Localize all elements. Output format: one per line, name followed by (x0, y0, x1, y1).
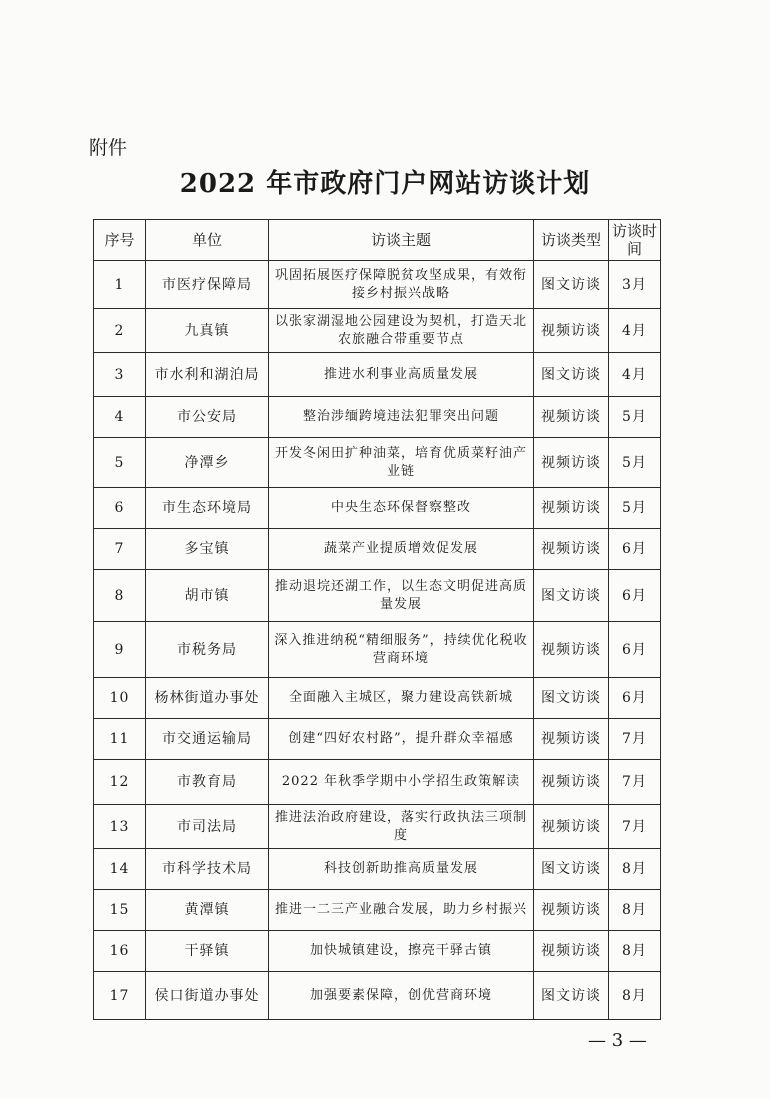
cell-unit: 杨林街道办事处 (146, 678, 269, 719)
page-number: — 3 — (588, 1030, 647, 1051)
table-row (94, 719, 661, 760)
cell-unit: 市税务局 (146, 622, 269, 678)
cell-type: 视频访谈 (534, 397, 609, 438)
table-row (94, 353, 661, 397)
cell-unit: 多宝镇 (146, 529, 269, 570)
cell-month: 8月 (609, 972, 661, 1020)
cell-unit: 胡市镇 (146, 570, 269, 622)
table-row (94, 805, 661, 849)
cell-type: 图文访谈 (534, 353, 609, 397)
table-header-row (94, 220, 661, 261)
cell-type: 视频访谈 (534, 488, 609, 529)
cell-type: 视频访谈 (534, 760, 609, 805)
cell-topic: 加强要素保障，创优营商环境 (269, 972, 534, 1020)
cell-month: 3月 (609, 261, 661, 309)
cell-type: 视频访谈 (534, 438, 609, 488)
table-row (94, 760, 661, 805)
cell-topic: 开发冬闲田扩种油菜，培育优质菜籽油产业链 (269, 438, 534, 488)
cell-month: 7月 (609, 805, 661, 849)
table-row (94, 849, 661, 890)
cell-number: 4 (94, 397, 146, 438)
cell-type: 视频访谈 (534, 719, 609, 760)
header-type: 访谈类型 (534, 220, 609, 261)
cell-unit: 侯口街道办事处 (146, 972, 269, 1020)
cell-unit: 干驿镇 (146, 931, 269, 972)
cell-unit: 市司法局 (146, 805, 269, 849)
table-row (94, 678, 661, 719)
table-row (94, 622, 661, 678)
cell-type: 图文访谈 (534, 261, 609, 309)
cell-topic: 推动退垸还湖工作，以生态文明促进高质量发展 (269, 570, 534, 622)
cell-topic: 全面融入主城区，聚力建设高铁新城 (269, 678, 534, 719)
cell-month: 8月 (609, 890, 661, 931)
cell-unit: 九真镇 (146, 309, 269, 353)
cell-unit: 市生态环境局 (146, 488, 269, 529)
cell-unit: 市公安局 (146, 397, 269, 438)
header-topic: 访谈主题 (269, 220, 534, 261)
cell-topic: 创建“四好农村路”，提升群众幸福感 (269, 719, 534, 760)
cell-unit: 市科学技术局 (146, 849, 269, 890)
cell-type: 视频访谈 (534, 890, 609, 931)
cell-topic: 推进水利事业高质量发展 (269, 353, 534, 397)
cell-topic: 中央生态环保督察整改 (269, 488, 534, 529)
table-row (94, 261, 661, 309)
cell-number: 9 (94, 622, 146, 678)
cell-number: 11 (94, 719, 146, 760)
cell-number: 13 (94, 805, 146, 849)
cell-topic: 科技创新助推高质量发展 (269, 849, 534, 890)
header-month: 访谈时间 (609, 220, 661, 261)
cell-month: 5月 (609, 397, 661, 438)
cell-type: 视频访谈 (534, 931, 609, 972)
table-row (94, 529, 661, 570)
cell-month: 7月 (609, 719, 661, 760)
cell-number: 16 (94, 931, 146, 972)
cell-type: 视频访谈 (534, 309, 609, 353)
cell-unit: 黄潭镇 (146, 890, 269, 931)
cell-month: 5月 (609, 488, 661, 529)
cell-topic: 蔬菜产业提质增效促发展 (269, 529, 534, 570)
cell-unit: 市医疗保障局 (146, 261, 269, 309)
cell-type: 图文访谈 (534, 678, 609, 719)
cell-topic: 推进一二三产业融合发展，助力乡村振兴 (269, 890, 534, 931)
cell-month: 6月 (609, 529, 661, 570)
cell-topic: 加快城镇建设，擦亮干驿古镇 (269, 931, 534, 972)
table-row (94, 488, 661, 529)
cell-month: 6月 (609, 678, 661, 719)
cell-number: 12 (94, 760, 146, 805)
table-row (94, 972, 661, 1020)
table-row (94, 931, 661, 972)
header-unit: 单位 (146, 220, 269, 261)
page-title: 2022 年市政府门户网站访谈计划 (179, 169, 591, 199)
cell-unit: 市教育局 (146, 760, 269, 805)
cell-unit: 市水利和湖泊局 (146, 353, 269, 397)
cell-topic: 整治涉缅跨境违法犯罪突出问题 (269, 397, 534, 438)
cell-number: 15 (94, 890, 146, 931)
table-row (94, 890, 661, 931)
table-body (94, 261, 661, 1020)
cell-month: 6月 (609, 570, 661, 622)
table-row (94, 309, 661, 353)
cell-month: 7月 (609, 760, 661, 805)
cell-topic: 2022 年秋季学期中小学招生政策解读 (269, 760, 534, 805)
cell-unit: 市交通运输局 (146, 719, 269, 760)
cell-number: 14 (94, 849, 146, 890)
cell-number: 10 (94, 678, 146, 719)
cell-number: 8 (94, 570, 146, 622)
cell-number: 2 (94, 309, 146, 353)
cell-month: 4月 (609, 353, 661, 397)
cell-month: 6月 (609, 622, 661, 678)
cell-type: 图文访谈 (534, 570, 609, 622)
table-row (94, 438, 661, 488)
cell-type: 图文访谈 (534, 972, 609, 1020)
cell-number: 3 (94, 353, 146, 397)
cell-month: 8月 (609, 931, 661, 972)
cell-topic: 巩固拓展医疗保障脱贫攻坚成果，有效衔接乡村振兴战略 (269, 261, 534, 309)
cell-number: 17 (94, 972, 146, 1020)
cell-topic: 以张家湖湿地公园建设为契机，打造天北农旅融合带重要节点 (269, 309, 534, 353)
cell-topic: 深入推进纳税“精细服务”，持续优化税收营商环境 (269, 622, 534, 678)
interview-plan-table (93, 219, 661, 1020)
cell-type: 视频访谈 (534, 805, 609, 849)
cell-topic: 推进法治政府建设，落实行政执法三项制度 (269, 805, 534, 849)
cell-month: 5月 (609, 438, 661, 488)
cell-unit: 净潭乡 (146, 438, 269, 488)
cell-month: 8月 (609, 849, 661, 890)
cell-number: 5 (94, 438, 146, 488)
header-number: 序号 (94, 220, 146, 261)
cell-type: 视频访谈 (534, 529, 609, 570)
table-row (94, 570, 661, 622)
cell-number: 7 (94, 529, 146, 570)
cell-number: 1 (94, 261, 146, 309)
cell-type: 图文访谈 (534, 849, 609, 890)
attachment-label: 附件 (89, 137, 128, 159)
cell-number: 6 (94, 488, 146, 529)
cell-month: 4月 (609, 309, 661, 353)
table-row (94, 397, 661, 438)
cell-type: 视频访谈 (534, 622, 609, 678)
